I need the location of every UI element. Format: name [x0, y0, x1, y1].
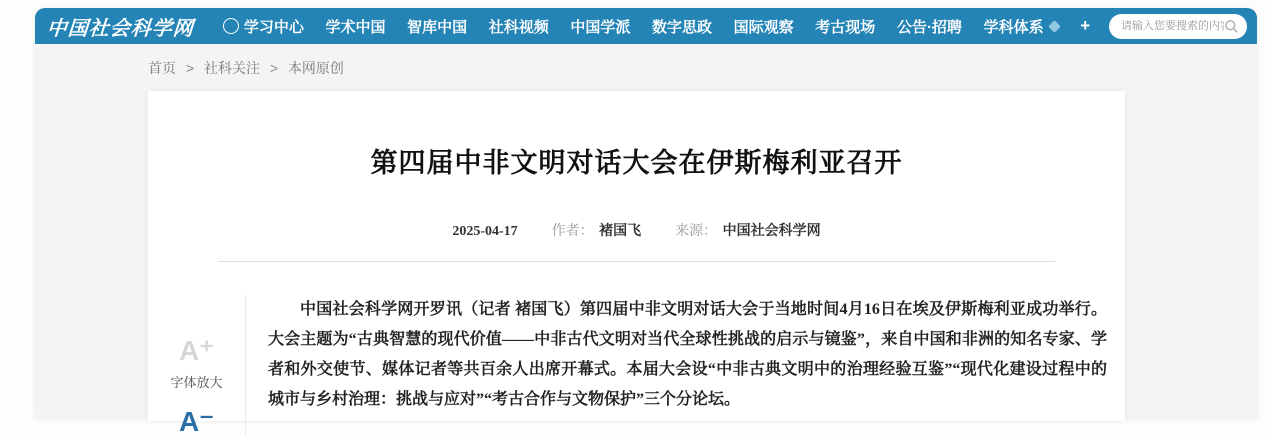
nav-item-announcement-recruit[interactable]	[897, 16, 962, 37]
nav-item-label: 考古现场	[815, 18, 876, 36]
font-decrease-button[interactable]: A⁻	[179, 406, 214, 437]
site-logo[interactable]: 中国社会科学网	[46, 15, 195, 40]
search-icon[interactable]	[1224, 19, 1239, 34]
nav-item-archaeology-scene[interactable]	[815, 16, 875, 37]
nav-item-label: 智库中国	[407, 18, 468, 36]
site-card	[35, 8, 1257, 437]
nav-item-label: 公告·招聘	[896, 18, 962, 36]
nav-item-digital-ideology[interactable]	[652, 16, 712, 37]
gem-icon	[1048, 20, 1061, 33]
search-box	[1109, 14, 1247, 39]
nav-item-label: 学习中心	[243, 18, 304, 36]
font-size-controls	[148, 295, 246, 436]
breadcrumb-separator: >	[185, 60, 195, 76]
source-label: 来源：	[675, 224, 718, 239]
breadcrumb	[35, 44, 1257, 78]
article-card	[148, 91, 1125, 437]
article-body	[148, 295, 1125, 436]
xuexi-badge-icon	[223, 18, 239, 34]
author-label: 作者：	[551, 224, 594, 239]
article-paragraph: 中国社会科学网开罗讯（记者 褚国飞）第四届中非文明对话大会于当地时间4月16日在埃及伊斯梅利亚成功举行。大会主题为“古典智慧的现代价值——中非古代文明对当代全球性挑战的启示与镜鉴”，来自中国和非洲的知名专家、学者和外交使节、媒体记者等共百余人出席开幕式。本届大会设“中非古典文明中的治理经验互鉴”“现代化建设过程中的城市与乡村治理：挑战与应对”“考古合作与文物保护”三个分论坛。	[268, 301, 1107, 408]
breadcrumb-social-focus[interactable]: 社科关注	[203, 60, 260, 76]
nav-item-label: 社科视频	[488, 18, 549, 36]
nav-item-label: 数字思政	[652, 18, 713, 36]
breadcrumb-original[interactable]: 本网原创	[287, 60, 344, 76]
nav-item-social-science-video[interactable]	[489, 16, 549, 37]
article-date: 2025-04-17	[452, 224, 518, 239]
nav-item-xuexi-center[interactable]	[223, 16, 304, 37]
nav-item-label: 学术中国	[325, 18, 386, 36]
meta-divider	[218, 261, 1055, 262]
nav-item-thinktank-china[interactable]	[407, 16, 467, 37]
nav-more-button[interactable]: +	[1080, 16, 1091, 35]
article-title: 第四届中非文明对话大会在伊斯梅利亚召开	[370, 148, 903, 178]
nav-item-label: 学科体系	[983, 18, 1044, 36]
article-source-group	[675, 220, 821, 240]
nav-item-international-watch[interactable]	[734, 16, 794, 37]
nav-item-label: 中国学派	[570, 18, 631, 36]
search-input[interactable]	[1121, 20, 1224, 32]
nav-item-label: 国际观察	[733, 18, 794, 36]
font-increase-label[interactable]: 字体放大	[170, 375, 223, 390]
breadcrumb-separator: >	[269, 60, 279, 76]
nav-item-subject-system[interactable]	[984, 16, 1059, 37]
article-meta	[148, 220, 1125, 240]
source-name: 中国社会科学网	[722, 224, 821, 239]
author-name: 褚国飞	[599, 224, 642, 239]
nav-item-china-school[interactable]	[570, 16, 630, 37]
breadcrumb-home[interactable]: 首页	[148, 60, 176, 76]
article-author-group	[552, 220, 642, 240]
font-increase-button[interactable]: A⁺	[179, 335, 214, 366]
nav-item-academic-china[interactable]	[325, 16, 385, 37]
main-navbar	[35, 8, 1257, 44]
nav-items	[212, 16, 1101, 37]
